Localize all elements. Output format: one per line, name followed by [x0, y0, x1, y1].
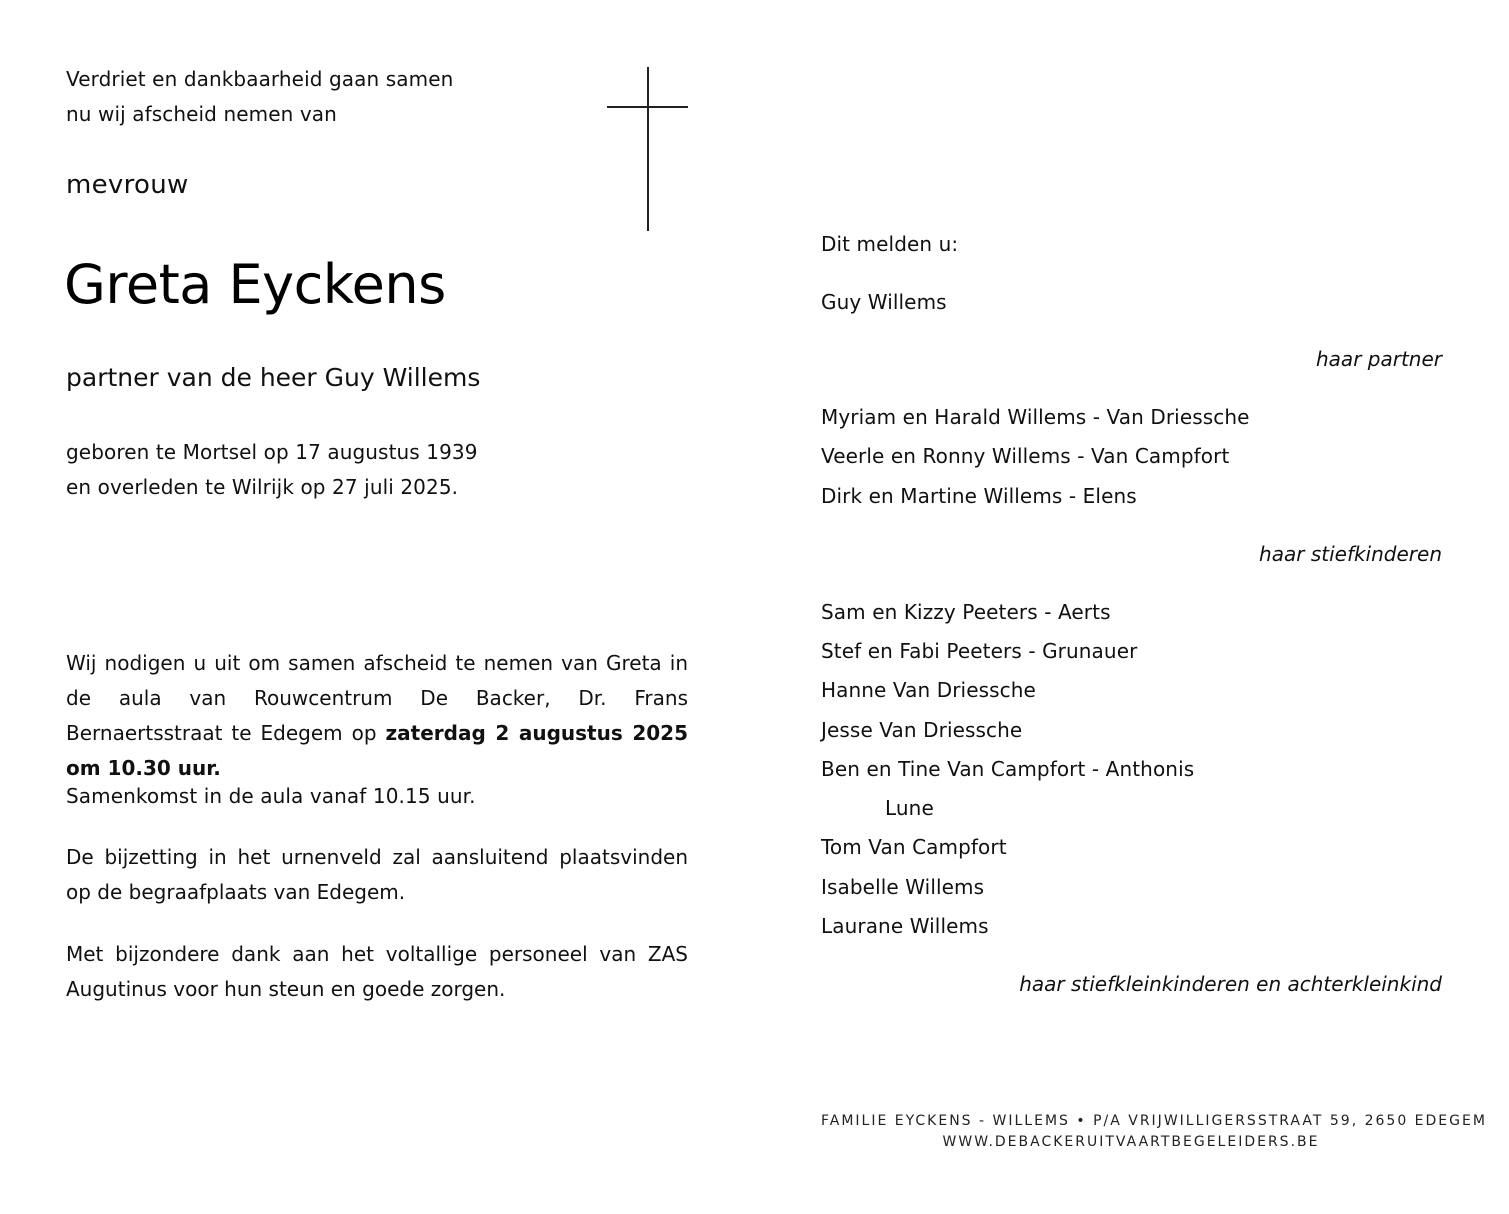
grandchild-4: Jesse Van Driessche — [821, 718, 1023, 742]
stepchild-1: Myriam en Harald Willems - Van Driessche — [821, 405, 1250, 429]
invitation-text: Wij nodigen u uit om samen afscheid te nemen van Greta in de aula van Rouwcentrum De Backer, Dr. Frans Bernaertsstraat te Edegem op — [66, 651, 688, 745]
gathering-text: Samenkomst in de aula vanaf 10.15 uur. — [66, 784, 476, 808]
partner-line: partner van de heer Guy Willems — [66, 363, 481, 392]
cross-vertical — [647, 67, 649, 231]
deceased-name: Greta Eyckens — [64, 253, 446, 316]
stepchild-3: Dirk en Martine Willems - Elens — [821, 484, 1137, 508]
grandchild-7: Isabelle Willems — [821, 875, 985, 899]
intro-line-1: Verdriet en dankbaarheid gaan samen — [66, 67, 454, 91]
announce-text: Dit melden u: — [821, 232, 959, 256]
role-stepchildren: haar stiefkinderen — [1259, 542, 1442, 566]
service-datetime: zaterdag 2 augustus 2025 om 10.30 uur. — [66, 721, 688, 780]
role-grandchildren: haar stiefkleinkinderen en achterkleinkind — [1019, 972, 1442, 996]
footer-address: FAMILIE EYCKENS - WILLEMS • P/A VRIJWILLIGERSSTRAAT 59, 2650 EDEGEM — [821, 1113, 1487, 1129]
role-partner: haar partner — [1316, 347, 1442, 371]
partner-name: Guy Willems — [821, 290, 947, 314]
footer-website: WWW.DEBACKERUITVAARTBEGELEIDERS.BE — [942, 1134, 1320, 1150]
great-grandchild: Lune — [885, 796, 934, 820]
grandchild-1: Sam en Kizzy Peeters - Aerts — [821, 600, 1111, 624]
birth-line: geboren te Mortsel op 17 augustus 1939 — [66, 440, 478, 464]
cross-horizontal — [607, 106, 688, 108]
grandchild-6: Tom Van Campfort — [821, 835, 1007, 859]
grandchild-5: Ben en Tine Van Campfort - Anthonis — [821, 757, 1195, 781]
death-line: en overleden te Wilrijk op 27 juli 2025. — [66, 475, 459, 499]
grandchild-3: Hanne Van Driessche — [821, 678, 1036, 702]
thanks-text: Met bijzondere dank aan het voltallige personeel van ZAS Augutinus voor hun steun en goede zorgen. — [66, 942, 688, 1001]
grandchild-2: Stef en Fabi Peeters - Grunauer — [821, 639, 1138, 663]
invitation-paragraph — [66, 646, 688, 786]
intro-line-2: nu wij afscheid nemen van — [66, 102, 337, 126]
honorific: mevrouw — [66, 170, 189, 200]
burial-paragraph — [66, 840, 688, 910]
grandchild-8: Laurane Willems — [821, 914, 989, 938]
thanks-paragraph — [66, 937, 688, 1007]
burial-text: De bijzetting in het urnenveld zal aansluitend plaatsvinden op de begraafplaats van Edegem. — [66, 845, 688, 904]
stepchild-2: Veerle en Ronny Willems - Van Campfort — [821, 444, 1230, 468]
